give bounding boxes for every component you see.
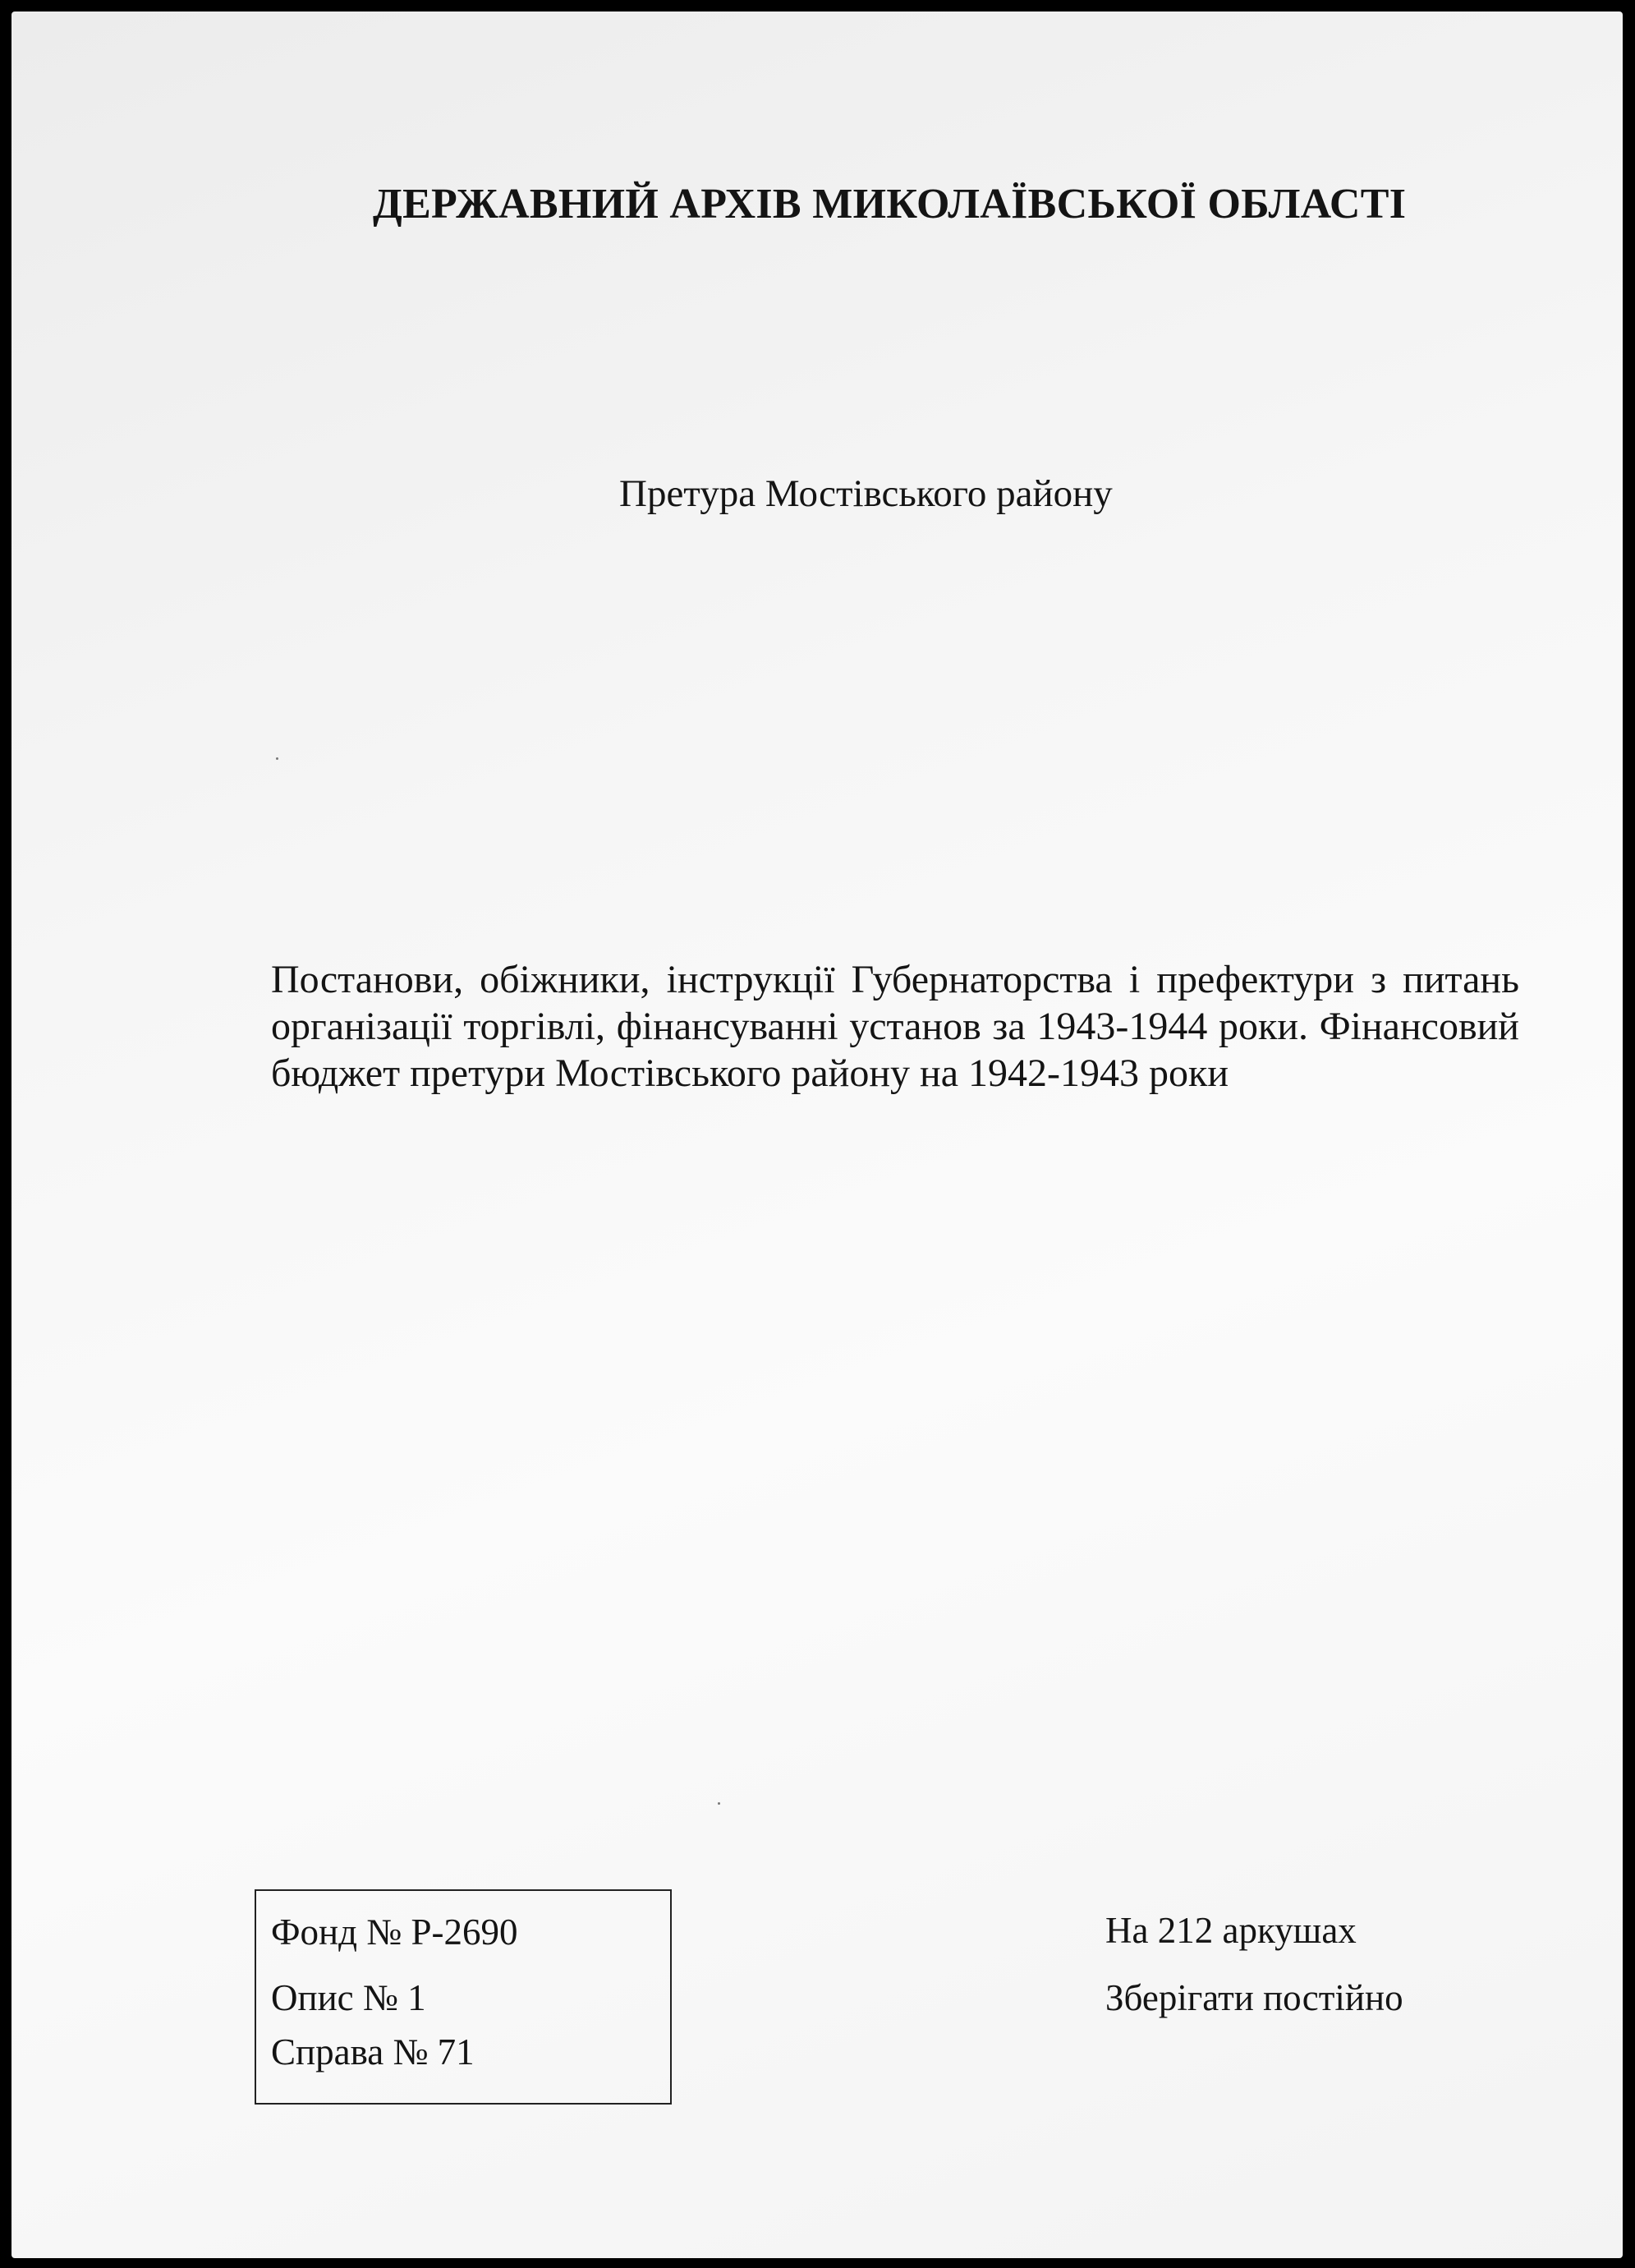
paper-speck <box>276 757 278 760</box>
document-page <box>11 12 1623 2258</box>
fond-number: Фонд № Р-2690 <box>271 1911 518 1953</box>
storage-term: Зберігати постійно <box>1105 1977 1403 2018</box>
paper-speck <box>718 1802 720 1805</box>
reference-box <box>255 1889 672 2105</box>
sprava-number: Справа № 71 <box>271 2031 475 2072</box>
file-description: Постанови, обіжники, інструкції Губернаторства і префектури з питань організації торгівлі, фінансуванні установ за 1943-1944 роки. Фінансовий бюджет претури Мостівського району на 1942-1943 роки <box>271 958 1519 1095</box>
sheets-count: На 212 аркушах <box>1105 1910 1357 1951</box>
opys-number: Опис № 1 <box>271 1977 426 2018</box>
archive-title: ДЕРЖАВНИЙ АРХІВ МИКОЛАЇВСЬКОЇ ОБЛАСТІ <box>373 181 1407 228</box>
fund-name: Претура Мостівського району <box>619 472 1113 515</box>
